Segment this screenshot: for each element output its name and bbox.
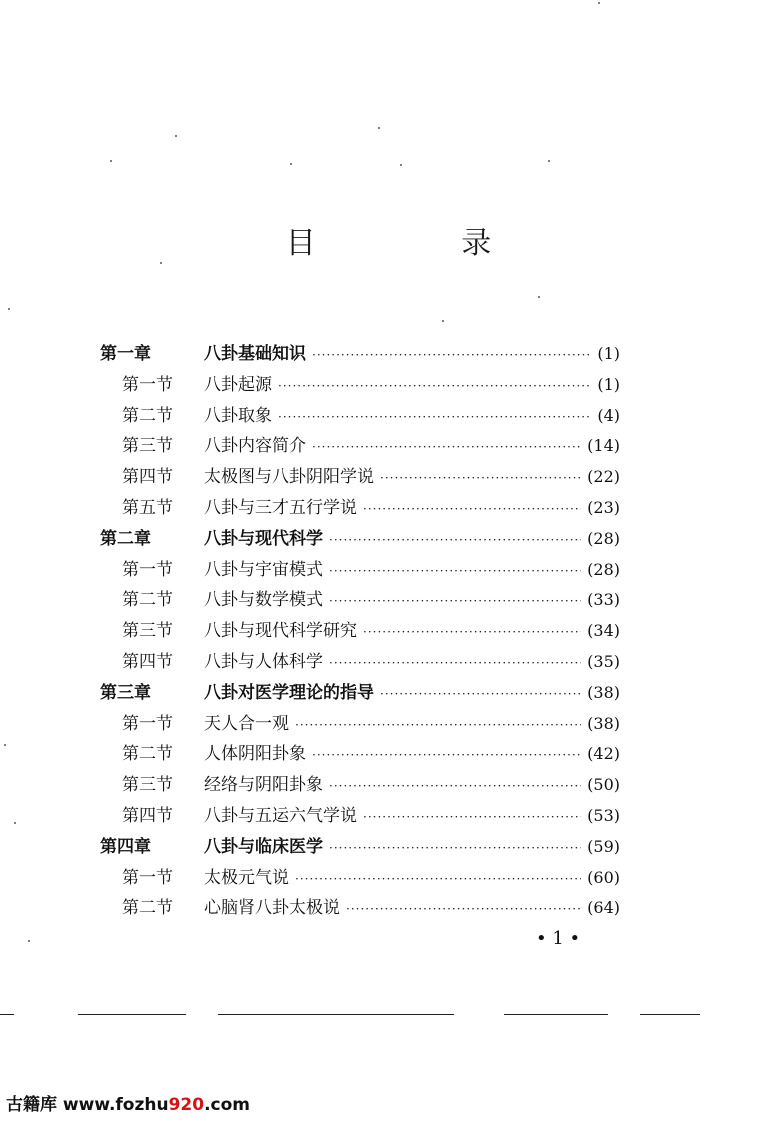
toc-entry-title: 八卦与现代科学研究: [204, 621, 357, 642]
toc-dot-leader: [329, 533, 581, 547]
toc-entry-title: 八卦对医学理论的指导: [204, 682, 374, 703]
toc-entry-number: 第二章: [100, 528, 151, 549]
toc-entry-number: 第五节: [122, 497, 173, 518]
toc-dot-leader: [329, 656, 581, 670]
toc-entry-page: (64): [587, 898, 620, 918]
toc-dot-leader: [380, 471, 581, 485]
toc-entry-title: 八卦与人体科学: [204, 651, 323, 672]
toc-entry-number: 第三章: [100, 682, 151, 703]
toc-entry-title: 太极元气说: [204, 867, 289, 888]
toc-dot-leader: [363, 625, 581, 639]
toc-dot-leader: [295, 872, 581, 886]
toc-entry-number: 第一章: [100, 344, 151, 364]
toc-entry-page: (23): [587, 497, 620, 517]
watermark-accent: 920: [168, 1095, 205, 1115]
toc-dot-leader: [295, 718, 581, 732]
toc-entry-number: 第一节: [122, 559, 173, 580]
toc-dot-leader: [363, 810, 581, 824]
toc-entry-page: (53): [587, 805, 620, 825]
scan-speck: [28, 940, 30, 942]
toc-entry-title: 八卦与临床医学: [204, 836, 323, 857]
table-of-contents: [100, 339, 620, 924]
toc-entry-number: 第一节: [122, 374, 173, 395]
toc-dot-leader: [363, 502, 581, 516]
toc-dot-leader: [329, 841, 581, 855]
toc-dot-leader: [278, 379, 591, 393]
toc-entry-number: 第一节: [122, 713, 173, 734]
toc-dot-leader: [312, 748, 581, 762]
toc-section-row: [100, 462, 620, 493]
toc-section-row: [100, 616, 620, 647]
toc-section-row: [100, 585, 620, 616]
toc-dot-leader: [312, 348, 591, 362]
toc-chapter-row: [100, 524, 620, 555]
toc-entry-title: 八卦基础知识: [204, 344, 306, 364]
toc-entry-title: 八卦起源: [204, 374, 272, 395]
toc-entry-page: (22): [587, 467, 620, 487]
toc-dot-leader: [312, 440, 581, 454]
toc-section-row: [100, 493, 620, 524]
toc-entry-title: 八卦与现代科学: [204, 528, 323, 549]
toc-dot-leader: [380, 687, 581, 701]
toc-dot-leader: [329, 564, 581, 578]
toc-entry-title: 八卦内容简介: [204, 436, 306, 457]
toc-entry-number: 第一节: [122, 867, 173, 888]
toc-entry-page: (59): [587, 836, 620, 856]
toc-entry-page: (28): [587, 559, 620, 579]
toc-entry-title: 八卦与数学模式: [204, 590, 323, 611]
toc-entry-title: 太极图与八卦阴阳学说: [204, 467, 374, 488]
toc-entry-page: (38): [587, 713, 620, 733]
divider: [504, 1014, 608, 1015]
toc-dot-leader: [329, 594, 581, 608]
toc-entry-title: 八卦与三才五行学说: [204, 497, 357, 518]
toc-entry-title: 心脑肾八卦太极说: [204, 898, 340, 919]
toc-entry-page: (28): [587, 528, 620, 548]
toc-entry-number: 第四节: [122, 651, 173, 672]
toc-entry-title: 天人合一观: [204, 713, 289, 734]
toc-entry-page: (34): [587, 621, 620, 641]
scan-speck: [4, 744, 6, 746]
toc-entry-page: (50): [587, 775, 620, 795]
toc-chapter-row: [100, 678, 620, 709]
watermark-suffix: .com: [204, 1095, 251, 1115]
scan-speck: [378, 127, 380, 129]
toc-section-row: [100, 370, 620, 401]
toc-section-row: [100, 647, 620, 678]
toc-entry-page: (1): [597, 374, 620, 394]
toc-section-row: [100, 739, 620, 770]
page-title: 目 录: [285, 226, 560, 261]
toc-section-row: [100, 431, 620, 462]
toc-entry-page: (1): [597, 344, 620, 363]
toc-section-row: [100, 770, 620, 801]
page-number: • 1 •: [536, 928, 581, 949]
toc-entry-page: (4): [597, 405, 620, 425]
divider: [640, 1014, 700, 1015]
toc-dot-leader: [278, 410, 591, 424]
toc-chapter-row: [100, 832, 620, 863]
scan-speck: [160, 262, 162, 264]
toc-entry-number: 第二节: [122, 744, 173, 765]
divider: [218, 1014, 454, 1015]
watermark-prefix: 古籍库 www.fozhu: [6, 1095, 169, 1115]
toc-entry-number: 第四节: [122, 467, 173, 488]
scan-speck: [175, 135, 177, 137]
divider: [0, 1014, 14, 1015]
toc-dot-leader: [329, 779, 581, 793]
scan-speck: [598, 2, 600, 4]
scan-speck: [8, 308, 10, 310]
toc-entry-page: (60): [587, 867, 620, 887]
toc-section-row: [100, 893, 620, 924]
toc-section-row: [100, 801, 620, 832]
divider: [78, 1014, 186, 1015]
toc-entry-number: 第三节: [122, 621, 173, 642]
toc-section-row: [100, 863, 620, 894]
toc-section-row: [100, 709, 620, 740]
scan-speck: [548, 160, 550, 162]
scan-speck: [538, 296, 540, 298]
toc-entry-title: 八卦与宇宙模式: [204, 559, 323, 580]
toc-entry-number: 第四章: [100, 836, 151, 857]
scan-speck: [110, 160, 112, 162]
toc-entry-title: 经络与阴阳卦象: [204, 775, 323, 796]
toc-entry-number: 第三节: [122, 775, 173, 796]
toc-entry-title: 人体阴阳卦象: [204, 744, 306, 765]
toc-section-row: [100, 401, 620, 432]
toc-entry-title: 八卦与五运六气学说: [204, 805, 357, 826]
toc-entry-page: (14): [587, 436, 620, 456]
toc-entry-title: 八卦取象: [204, 405, 272, 426]
toc-entry-number: 第二节: [122, 405, 173, 426]
scan-speck: [290, 163, 292, 165]
toc-entry-page: (35): [587, 651, 620, 671]
toc-section-row: [100, 555, 620, 586]
toc-entry-number: 第四节: [122, 805, 173, 826]
scan-speck: [14, 822, 16, 824]
toc-entry-page: (33): [587, 590, 620, 610]
toc-entry-page: (42): [587, 744, 620, 764]
toc-dot-leader: [346, 902, 581, 916]
site-watermark: [6, 1090, 250, 1115]
toc-entry-page: (38): [587, 682, 620, 702]
toc-entry-number: 第二节: [122, 898, 173, 919]
scan-speck: [400, 164, 402, 166]
toc-entry-number: 第二节: [122, 590, 173, 611]
toc-entry-number: 第三节: [122, 436, 173, 457]
scan-speck: [442, 320, 444, 322]
toc-chapter-row: [100, 339, 620, 370]
